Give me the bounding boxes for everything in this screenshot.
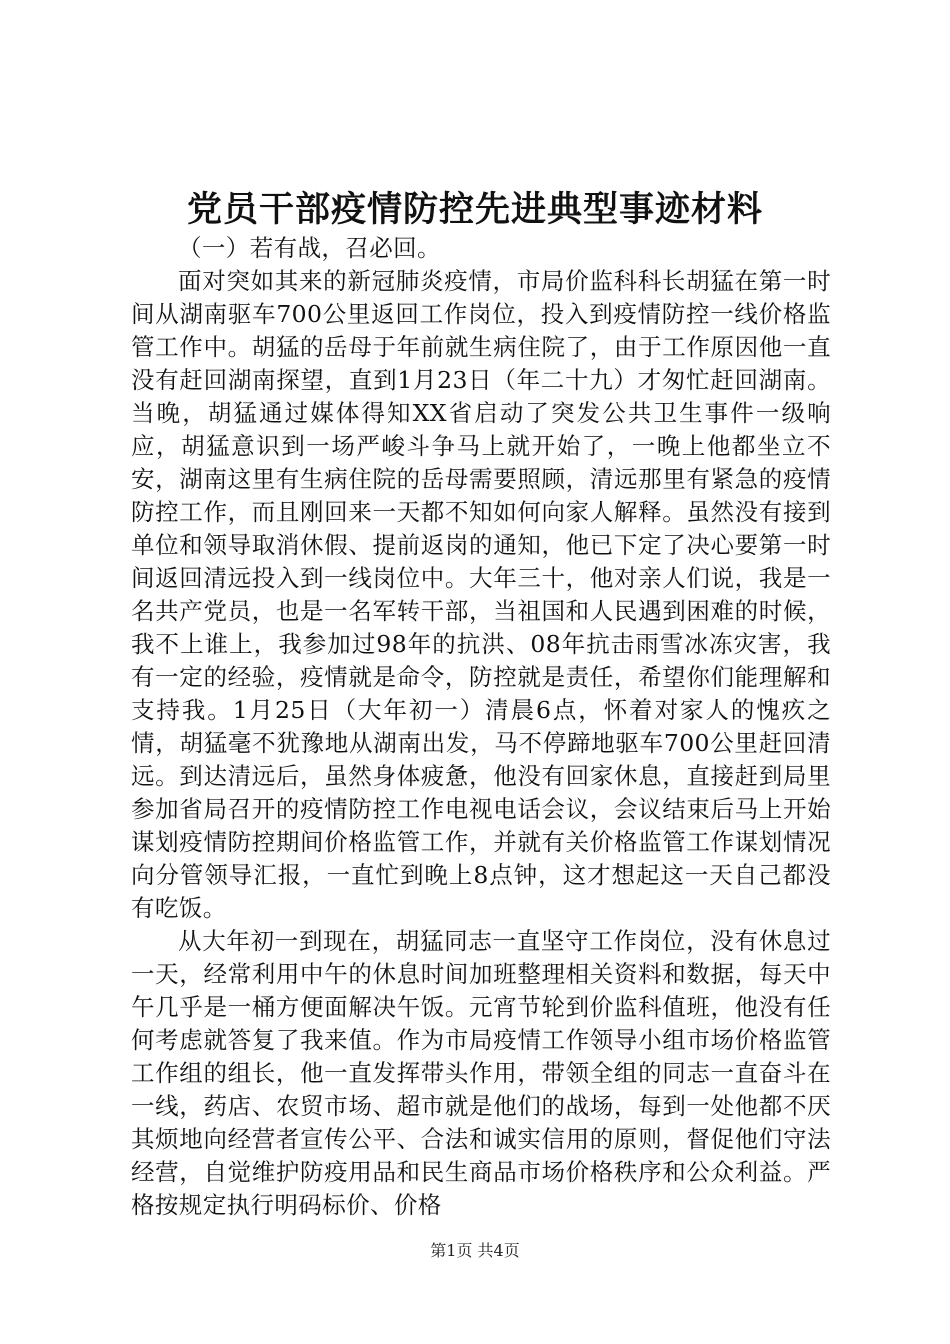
body-paragraph: 从大年初一到现在，胡猛同志一直坚守工作岗位，没有休息过一天，经常利用中午的休息时间加班整理相关资料和数据，每天中午几乎是一桶方便面解决午饭。元宵节轮到价监科值班，他没有任何考虑就答复了我来值。作为市局疫情工作领导小组市场价格监管工作组的组长，他一直发挥带头作用，带领全组的同志一直奋斗在一线，药店、农贸市场、超市就是他们的战场，每到一处他都不厌其烦地向经营者宣传公平、合法和诚实信用的原则，督促他们守法经营，自觉维护防疫用品和民生商品市场价格秩序和公众利益。严格按规定执行明码标价、价格 xyxy=(131,927,831,1219)
body-paragraph: 面对突如其来的新冠肺炎疫情，市局价监科科长胡猛在第一时间从湖南驱车700公里返回工作岗位，投入到疫情防控一线价格监管工作中。胡猛的岳母于年前就生病住院了，由于工作原因他一直没有赶回湖南探望，直到1月23日（年二十九）才匆忙赶回湖南。当晚，胡猛通过媒体得知XX省启动了突发公共卫生事件一级响应，胡猛意识到一场严峻斗争马上就开始了，一晚上他都坐立不安，湖南这里有生病住院的岳母需要照顾，清远那里有紧急的疫情防控工作，而且刚回来一天都不知如何向家人解释。虽然没有接到单位和领导取消休假、提前返岗的通知，他已下定了决心要第一时间返回清远投入到一线岗位中。大年三十，他对亲人们说，我是一名共产党员，也是一名军转干部，当祖国和人民遇到困难的时候，我不上谁上，我参加过98年的抗洪、08年抗击雨雪冰冻灾害，我有一定的经验，疫情就是命令，防控就是责任，希望你们能理解和支持我。1月25日（大年初一）清晨6点，怀着对家人的愧疚之情，胡猛毫不犹豫地从湖南出发，马不停蹄地驱车700公里赶回清远。到达清远后，虽然身体疲惫，他没有回家休息，直接赶到局里参加省局召开的疫情防控工作电视电话会议，会议结束后马上开始谋划疫情防控期间价格监管工作，并就有关价格监管工作谋划情况向分管领导汇报，一直忙到晚上8点钟，这才想起这一天自己都没有吃饭。 xyxy=(131,267,831,922)
document-body xyxy=(131,232,831,1222)
section-heading: （一）若有战，召必回。 xyxy=(178,234,441,262)
page-footer: 第1页 共4页 xyxy=(430,1241,520,1260)
document-title: 党员干部疫情防控先进典型事迹材料 xyxy=(186,190,763,230)
